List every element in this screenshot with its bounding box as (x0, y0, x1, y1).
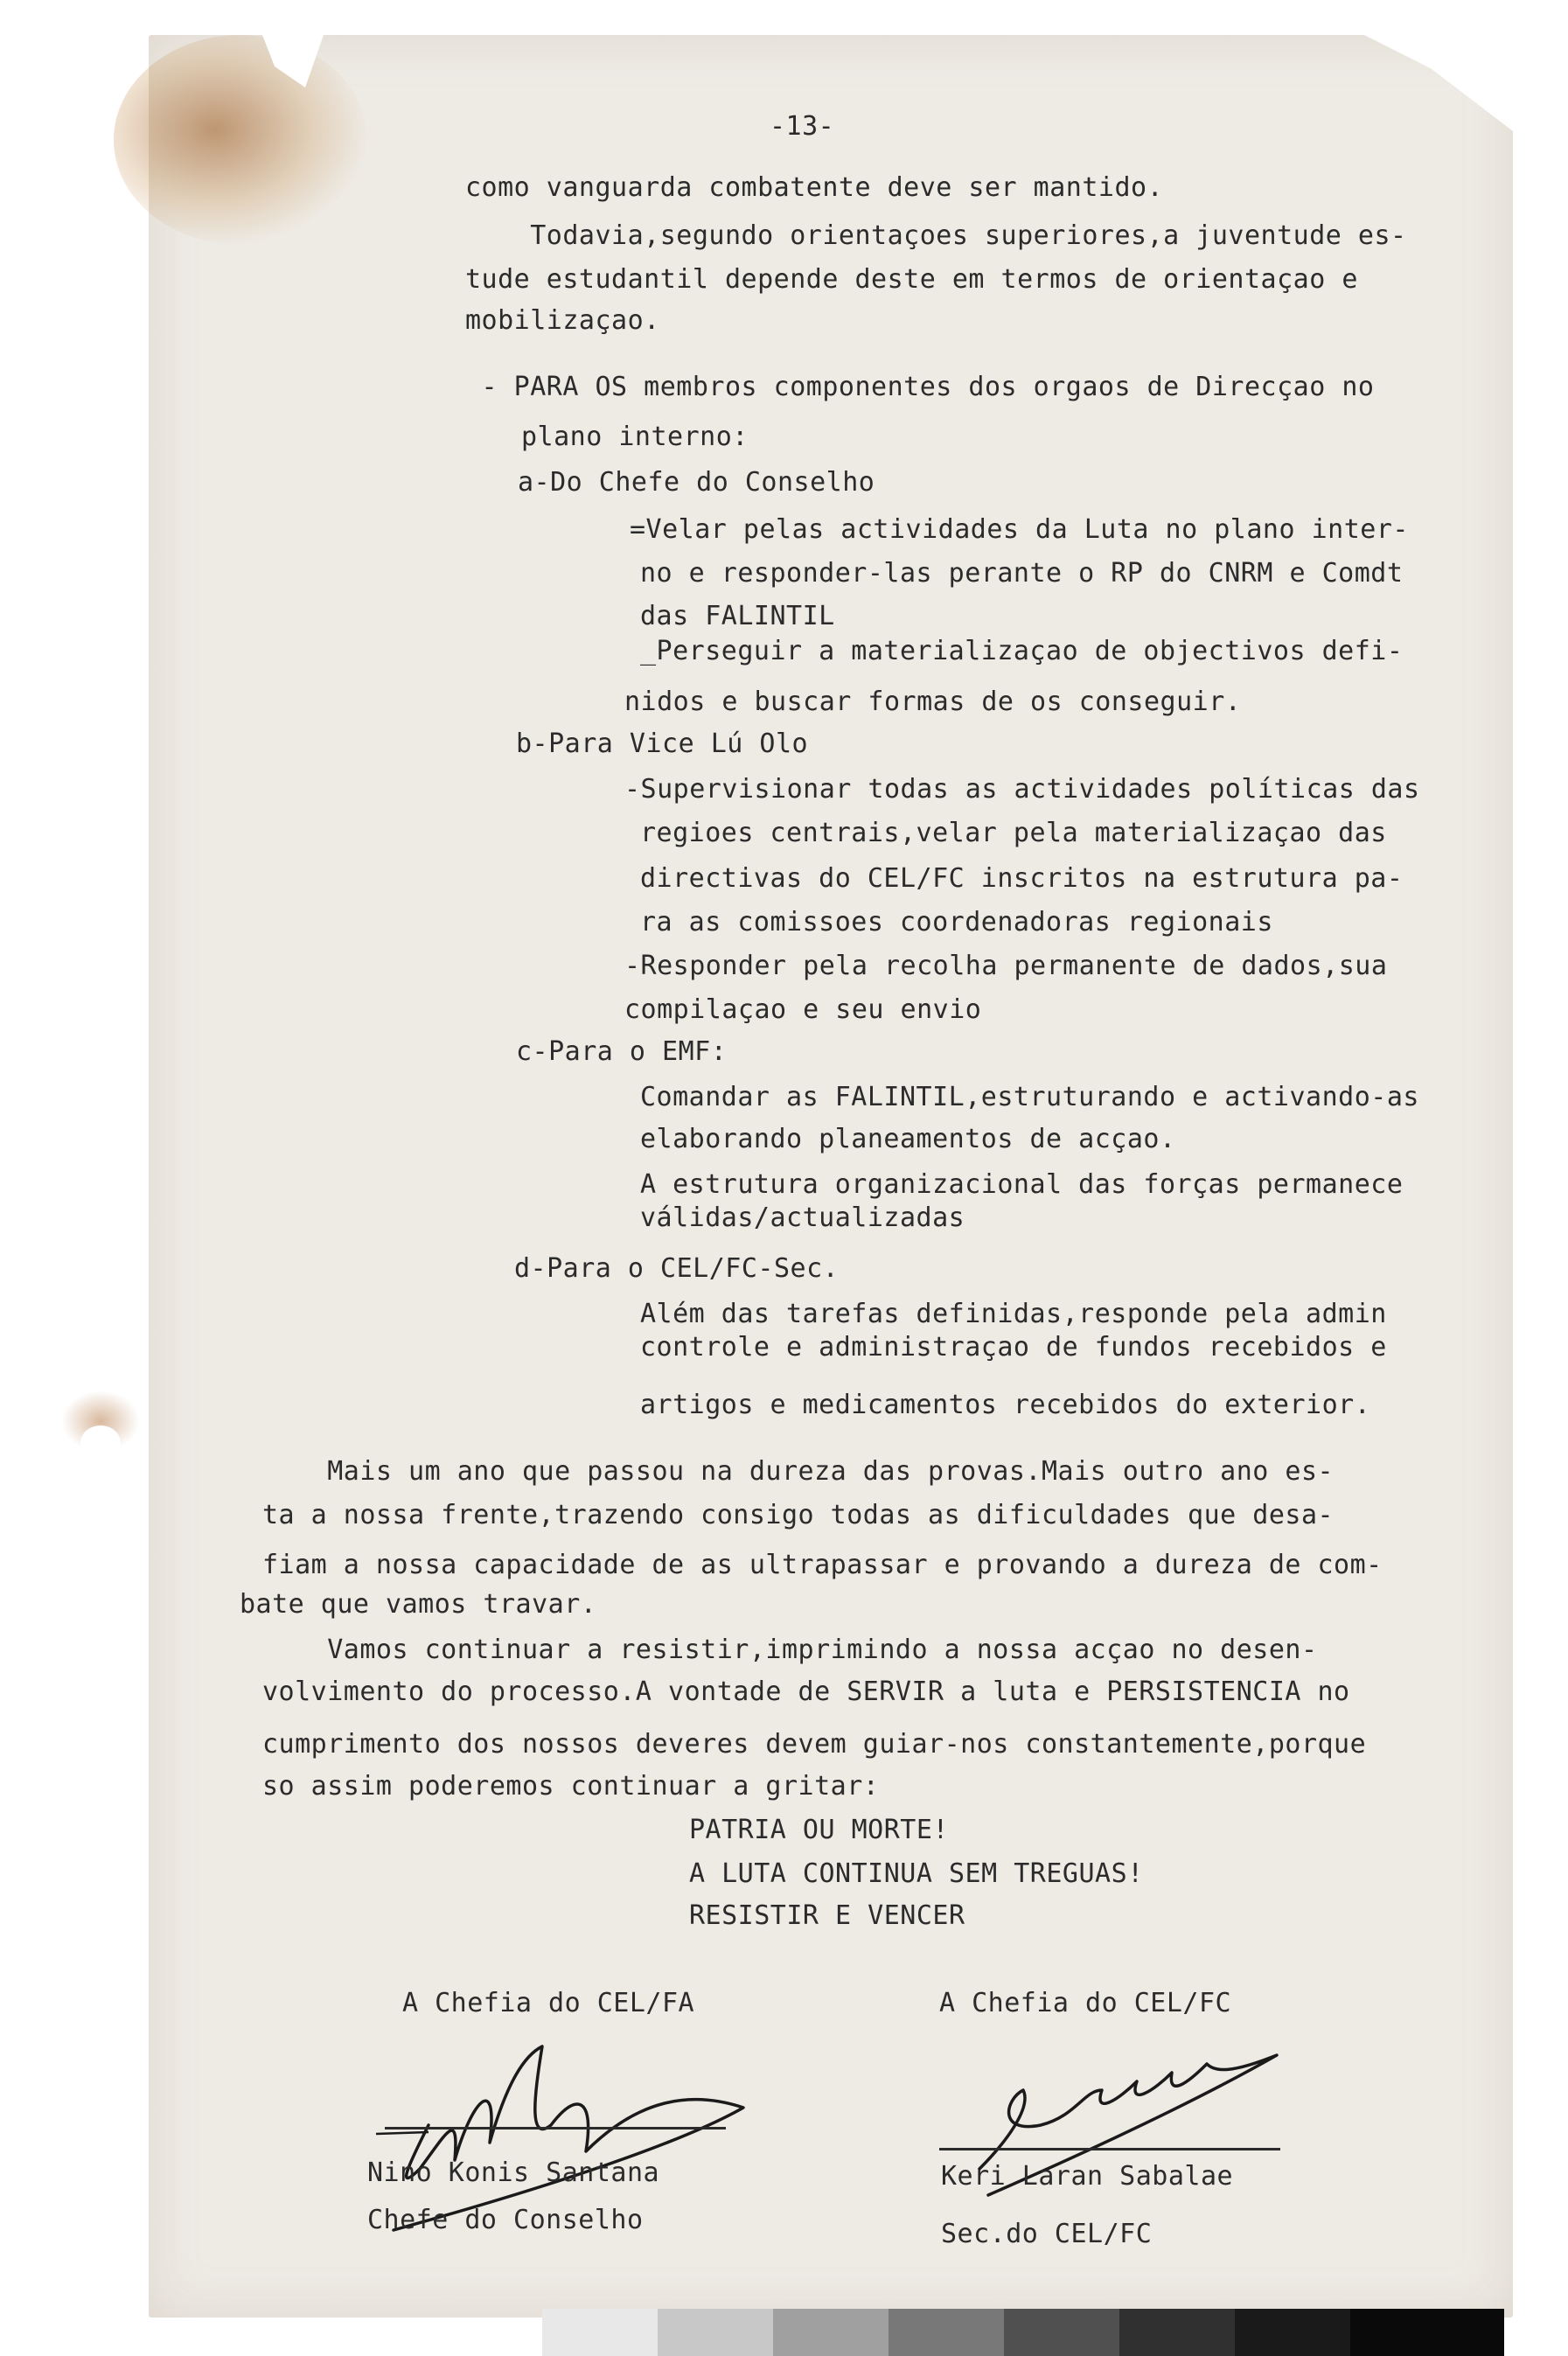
signature-rule-right (939, 2148, 1280, 2150)
scan-calibration-strip (542, 2309, 1504, 2356)
text-line: A estrutura organizacional das forças permanece (640, 1169, 1404, 1200)
text-line: artigos e medicamentos recebidos do exterior. (640, 1390, 1371, 1420)
list-item-heading: a-Do Chefe do Conselho (518, 467, 875, 498)
text-line: Comandar as FALINTIL,estruturando e activando-as (640, 1082, 1419, 1112)
text-line: nidos e buscar formas de os conseguir. (624, 687, 1242, 717)
page-number: -13- (770, 111, 835, 142)
slogan-line: RESISTIR E VENCER (689, 1900, 965, 1931)
text-line: no e responder-las perante o RP do CNRM e Comdt (640, 558, 1404, 589)
paragraph-line: Vamos continuar a resistir,imprimindo a nossa acçao no desen- (262, 1635, 1318, 1665)
text-line: mobilizaçao. (465, 305, 660, 336)
text-line: ra as comissoes coordenadoras regionais (640, 907, 1273, 938)
text-line: plano interno: (521, 422, 749, 452)
punch-hole-upper (86, 870, 126, 905)
text-line: Todavia,segundo orientaçoes superiores,a juventude es- (465, 220, 1407, 251)
signature-header-left: A Chefia do CEL/FA (402, 1988, 695, 2018)
signatory-title-right: Sec.do CEL/FC (941, 2219, 1153, 2249)
paragraph-line: volvimento do processo.A vontade de SERVIR a luta e PERSISTENCIA no (262, 1676, 1350, 1707)
text-line: Além das tarefas definidas,responde pela admin (640, 1299, 1387, 1329)
signatory-name-right: Keri Laran Sabalae (941, 2161, 1234, 2192)
text-line: =Velar pelas actividades da Luta no plano inter- (630, 514, 1409, 545)
list-item-heading: b-Para Vice Lú Olo (516, 728, 809, 759)
text-line: compilaçao e seu envio (624, 994, 982, 1025)
paragraph-line: ta a nossa frente,trazendo consigo todas as dificuldades que desa- (262, 1500, 1335, 1530)
slogan-line: A LUTA CONTINUA SEM TREGUAS! (689, 1858, 1144, 1889)
paragraph-line: Mais um ano que passou na dureza das provas.Mais outro ano es- (262, 1456, 1335, 1487)
paragraph-line: so assim poderemos continuar a gritar: (262, 1771, 880, 1802)
signatory-title-left: Chefe do Conselho (367, 2205, 644, 2235)
text-line: tude estudantil depende deste em termos de orientaçao e (465, 264, 1358, 295)
text-line: elaborando planeamentos de acçao. (640, 1124, 1176, 1154)
text-line: _Perseguir a materializaçao de objectivos defi- (640, 636, 1404, 666)
signatory-name-left: Nino Konis Santana (367, 2157, 660, 2188)
punch-hole-lower (80, 1425, 121, 1460)
paragraph-line: bate que vamos travar. (240, 1589, 597, 1620)
section-heading: - PARA OS membros componentes dos orgaos de Direcçao no (465, 372, 1375, 402)
slogan-line: PATRIA OU MORTE! (689, 1815, 949, 1845)
signature-rule-left (385, 2127, 726, 2129)
text-line: válidas/actualizadas (640, 1202, 965, 1233)
signature-header-right: A Chefia do CEL/FC (939, 1988, 1232, 2018)
text-line: das FALINTIL (640, 601, 835, 631)
text-line: -Supervisionar todas as actividades políticas das (624, 774, 1420, 805)
text-line: como vanguarda combatente deve ser mantido. (465, 172, 1164, 203)
paragraph-line: cumprimento dos nossos deveres devem guiar-nos constantemente,porque (262, 1729, 1367, 1760)
list-item-heading: c-Para o EMF: (516, 1036, 728, 1067)
text-line: regioes centrais,velar pela materializaçao das (640, 818, 1387, 848)
text-line: controle e administraçao de fundos recebidos e (640, 1332, 1387, 1363)
paragraph-line: fiam a nossa capacidade de as ultrapassar e provando a dureza de com- (262, 1550, 1383, 1580)
text-line: directivas do CEL/FC inscritos na estrutura pa- (640, 863, 1404, 894)
text-line: -Responder pela recolha permanente de dados,sua (624, 951, 1388, 981)
list-item-heading: d-Para o CEL/FC-Sec. (514, 1253, 840, 1284)
